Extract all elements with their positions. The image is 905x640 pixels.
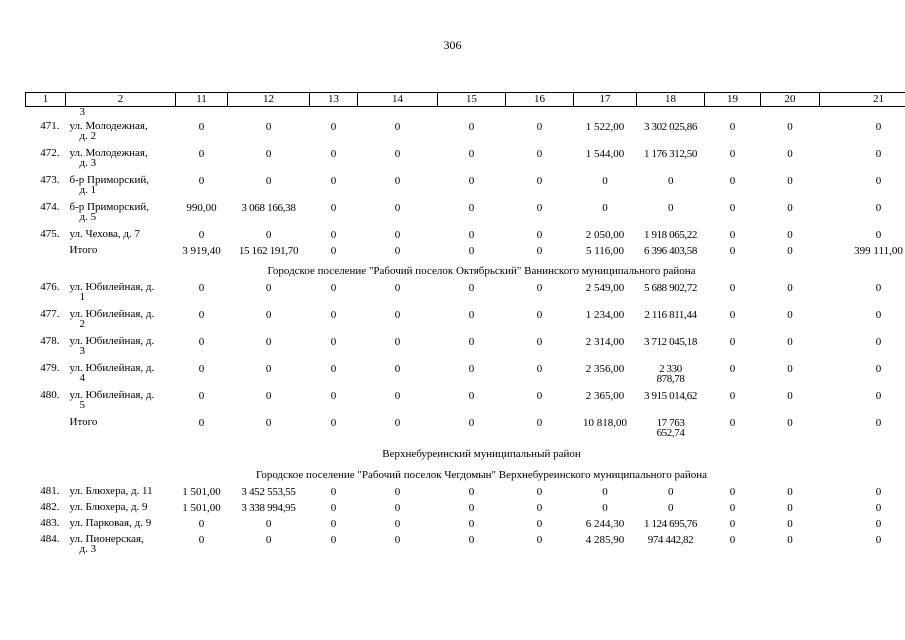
address-cell (66, 282, 176, 309)
value-cell-col-14: 0 (394, 245, 401, 257)
value-cell-col-21: 0 (875, 534, 882, 546)
value-cell-col-13: 0 (330, 390, 337, 402)
value-cell-col-16: 0 (536, 121, 543, 133)
value-cell-col-20: 0 (787, 121, 793, 133)
address-cell (66, 417, 176, 444)
value-cell-col-14: 0 (394, 390, 401, 402)
value-cell-col-13: 0 (330, 534, 337, 546)
value-cell-col-13: 0 (330, 245, 337, 257)
table-row (26, 121, 905, 148)
table-row (26, 309, 905, 336)
value-cell-col-21: 0 (875, 202, 882, 214)
value-cell-col-15: 0 (468, 336, 475, 348)
value-cell-col-13: 0 (330, 336, 337, 348)
value-cell-col-14: 0 (394, 175, 401, 187)
value-cell-col-21: 0 (875, 502, 882, 514)
value-cell-col-21: 0 (875, 336, 882, 348)
address-line: д. 2 (79, 130, 97, 142)
value-cell-col-21: 0 (875, 121, 882, 133)
value-cell-col-20: 0 (787, 245, 793, 257)
column-header-12: 12 (228, 93, 310, 107)
value-cell-col-20: 0 (787, 534, 793, 546)
value-cell-col-17: 0 (602, 502, 608, 514)
table-row (26, 417, 905, 444)
value-cell-col-13: 0 (330, 309, 337, 321)
address-cell (66, 363, 176, 390)
value-cell-col-19: 0 (729, 518, 736, 530)
value-cell-col-12: 0 (265, 121, 272, 133)
value-cell-col-16: 0 (536, 229, 543, 241)
value-cell-col-16: 0 (536, 245, 543, 257)
value-cell-col-11: 3 919,40 (182, 245, 221, 257)
value-cell-col-18: 0 (667, 202, 674, 214)
value-cell-col-12: 0 (265, 309, 272, 321)
value-cell-col-11: 1 501,00 (182, 502, 221, 514)
table-row (26, 148, 905, 175)
address-line: Итого (69, 417, 98, 428)
value-cell-col-11: 0 (198, 390, 205, 402)
row-number: 474. (40, 202, 60, 213)
value-cell-col-18: 0 (667, 486, 674, 498)
value-cell-col-18: 6 396 403,58 (644, 245, 697, 257)
value-cell-col-14: 0 (394, 202, 401, 214)
value-cell-col-13: 0 (330, 502, 337, 514)
column-header-2: 2 (66, 93, 176, 107)
value-cell-col-12: 3 338 994,95 (241, 502, 296, 514)
value-cell-col-14: 0 (394, 417, 401, 429)
value-cell-col-12: 0 (265, 518, 272, 530)
value-cell-col-13: 0 (330, 229, 337, 241)
address-cell (66, 502, 176, 518)
section-heading-row (26, 444, 905, 465)
row-number: 473. (40, 175, 60, 186)
value-cell-col-14: 0 (394, 502, 401, 514)
column-header-13: 13 (310, 93, 358, 107)
column-header-14: 14 (358, 93, 438, 107)
value-cell-col-21: 0 (875, 390, 882, 402)
value-cell-col-13: 0 (330, 148, 337, 160)
value-cell-col-20: 0 (787, 148, 793, 160)
row-number: 471. (40, 121, 60, 132)
value-cell-col-14: 0 (394, 148, 401, 160)
column-header-21: 21 (820, 93, 905, 107)
address-line: ул. Парковая, д. 9 (69, 518, 152, 529)
table-row (26, 486, 905, 502)
table-row (26, 245, 905, 261)
value-cell-col-21: 0 (875, 229, 882, 241)
address-line: 4 (79, 372, 85, 384)
column-header-1: 1 (26, 93, 66, 107)
section-heading: Городское поселение "Рабочий поселок Октябрьский" Ванинского муниципального района (267, 265, 696, 277)
value-cell-col-11: 0 (198, 363, 205, 375)
value-cell-col-19: 0 (729, 175, 736, 187)
value-cell-col-16: 0 (536, 282, 543, 294)
table-row (26, 390, 905, 417)
value-cell-col-15: 0 (468, 502, 475, 514)
value-cell-col-18: 1 176 312,50 (644, 148, 697, 160)
address-cell (66, 229, 176, 245)
value-cell-col-15: 0 (468, 175, 475, 187)
value-cell-col-13: 0 (330, 202, 337, 214)
value-cell-col-11: 0 (198, 309, 205, 321)
value-cell-col-13: 0 (330, 175, 337, 187)
value-cell-col-18: 1 124 695,76 (644, 518, 697, 530)
value-cell-col-15: 0 (468, 245, 475, 257)
value-cell-col-15: 0 (468, 121, 475, 133)
address-line: ул. Юбилейная, д. (69, 336, 155, 347)
table-row (26, 282, 905, 309)
value-cell-col-11: 0 (198, 518, 205, 530)
row-number: 480. (40, 390, 60, 401)
value-cell-col-20: 0 (787, 502, 793, 514)
value-cell-col-19: 0 (729, 417, 736, 429)
address-line: б-р Приморский, (69, 202, 150, 213)
value-cell-col-19: 0 (729, 390, 736, 402)
section-heading-row (26, 261, 905, 282)
value-cell-col-19: 0 (729, 309, 736, 321)
value-cell-col-17: 2 549,00 (585, 282, 625, 294)
value-cell-col-18: 3 712 045,18 (644, 336, 697, 348)
address-line: Итого (69, 245, 98, 256)
value-cell-col-11: 0 (198, 417, 205, 429)
value-cell-col-11: 0 (198, 148, 205, 160)
row-number: 482. (40, 502, 60, 513)
value-cell-col-20: 0 (787, 229, 793, 241)
value-cell-col-11: 0 (198, 229, 205, 241)
address-line: 5 (79, 399, 85, 411)
address-cell (66, 486, 176, 502)
value-cell-col-14: 0 (394, 309, 401, 321)
value-cell-col-20: 0 (787, 518, 793, 530)
address-line: 2 (79, 318, 85, 330)
value-cell-col-16: 0 (536, 336, 543, 348)
value-cell-col-19: 0 (729, 148, 736, 160)
address-cell (66, 336, 176, 363)
value-cell-col-12: 15 162 191,70 (238, 245, 299, 257)
address-line: ул. Юбилейная, д. (69, 363, 155, 374)
column-header-19: 19 (705, 93, 761, 107)
table-row (26, 518, 905, 534)
row-number: 481. (40, 486, 60, 497)
address-cell (66, 534, 176, 561)
value-cell-col-15: 0 (468, 518, 475, 530)
value-cell-col-14: 0 (394, 534, 401, 546)
value-cell-col-21: 0 (875, 363, 882, 375)
table-row (26, 336, 905, 363)
value-cell-col-11: 1 501,00 (182, 486, 221, 498)
value-cell-col-18: 1 918 065,22 (644, 229, 697, 241)
address-line: 3 (79, 345, 85, 357)
address-line: ул. Блюхера, д. 11 (69, 486, 153, 497)
value-cell-col-11: 0 (198, 121, 205, 133)
value-cell-col-15: 0 (468, 534, 475, 546)
value-cell-col-14: 0 (394, 229, 401, 241)
value-cell-col-11: 0 (198, 336, 205, 348)
value-cell-col-15: 0 (468, 309, 475, 321)
value-cell-col-18: 5 688 902,72 (644, 282, 697, 294)
value-cell-col-17: 6 244,30 (585, 518, 625, 530)
value-cell-col-19: 0 (729, 245, 736, 257)
value-cell-col-17: 0 (602, 486, 608, 498)
value-cell-col-20: 0 (787, 363, 793, 375)
value-cell-col-19: 0 (729, 121, 736, 133)
value-cell-col-12: 0 (265, 175, 272, 187)
column-header-row (26, 93, 905, 107)
value-cell-col-17: 0 (602, 175, 608, 187)
value-cell-col-17: 1 544,00 (585, 148, 625, 160)
column-header-16: 16 (506, 93, 574, 107)
continuation-text: 3 (79, 106, 85, 118)
value-cell-col-15: 0 (468, 390, 475, 402)
value-cell-col-16: 0 (536, 502, 543, 514)
value-cell-col-15: 0 (468, 202, 475, 214)
value-cell-col-12: 3 068 166,38 (241, 202, 296, 214)
row-number: 479. (40, 363, 60, 374)
value-cell-col-12: 0 (265, 336, 272, 348)
address-cell (66, 175, 176, 202)
row-number (26, 245, 66, 261)
value-cell-col-18: 0 (667, 175, 674, 187)
value-cell-col-16: 0 (536, 309, 543, 321)
address-line: д. 3 (79, 157, 97, 169)
value-cell-col-16: 0 (536, 534, 543, 546)
address-line: ул. Юбилейная, д. (69, 282, 155, 293)
value-cell-col-13: 0 (330, 518, 337, 530)
row-number: 475. (40, 229, 60, 240)
row-number: 477. (40, 309, 60, 320)
value-cell-col-20: 0 (787, 390, 793, 402)
address-line: ул. Юбилейная, д. (69, 309, 155, 320)
value-cell-col-17: 4 285,90 (585, 534, 625, 546)
address-line: ул. Молодежная, (69, 148, 148, 159)
row-number: 478. (40, 336, 60, 347)
value-cell-col-11: 0 (198, 282, 205, 294)
value-cell-col-21: 0 (875, 518, 882, 530)
value-cell-col-18: 17 763 652,74 (656, 417, 685, 439)
page-number: 306 (443, 38, 462, 52)
value-cell-col-20: 0 (787, 202, 793, 214)
value-cell-col-16: 0 (536, 417, 543, 429)
value-cell-col-16: 0 (536, 175, 543, 187)
value-cell-col-11: 990,00 (186, 202, 217, 214)
section-heading: Верхнебуреинский муниципальный район (382, 448, 581, 460)
value-cell-col-20: 0 (787, 309, 793, 321)
value-cell-col-21: 0 (875, 148, 882, 160)
value-cell-col-17: 2 314,00 (585, 336, 625, 348)
value-cell-col-14: 0 (394, 282, 401, 294)
address-cell (66, 245, 176, 261)
address-cell (66, 309, 176, 336)
value-cell-col-17: 5 116,00 (585, 245, 625, 257)
address-line: д. 1 (79, 184, 97, 196)
address-line: ул. Чехова, д. 7 (69, 229, 141, 240)
value-cell-col-18: 2 330 878,78 (656, 363, 685, 385)
value-cell-col-16: 0 (536, 202, 543, 214)
value-cell-col-14: 0 (394, 518, 401, 530)
value-cell-col-18: 974 442,82 (647, 534, 694, 546)
address-line: ул. Молодежная, (69, 121, 148, 132)
value-cell-col-18: 3 915 014,62 (644, 390, 697, 402)
value-cell-col-14: 0 (394, 363, 401, 375)
table-row (26, 175, 905, 202)
address-line: 1 (79, 291, 85, 303)
value-cell-col-20: 0 (787, 175, 793, 187)
value-cell-col-13: 0 (330, 417, 337, 429)
value-cell-col-19: 0 (729, 502, 736, 514)
row-number: 484. (40, 534, 60, 545)
value-cell-col-19: 0 (729, 534, 736, 546)
row-number: 476. (40, 282, 60, 293)
value-cell-col-12: 0 (265, 417, 272, 429)
value-cell-col-17: 1 234,00 (585, 309, 625, 321)
address-cell (66, 202, 176, 229)
value-cell-col-13: 0 (330, 121, 337, 133)
address-line: ул. Пионерская, (69, 534, 144, 545)
value-cell-col-21: 0 (875, 282, 882, 294)
value-cell-col-16: 0 (536, 148, 543, 160)
value-cell-col-12: 0 (265, 148, 272, 160)
value-cell-col-12: 0 (265, 229, 272, 241)
value-cell-col-15: 0 (468, 148, 475, 160)
table-row (26, 363, 905, 390)
value-cell-col-11: 0 (198, 175, 205, 187)
row-number: 483. (40, 518, 60, 529)
value-cell-col-12: 3 452 553,55 (241, 486, 296, 498)
value-cell-col-18: 2 116 811,44 (644, 309, 697, 321)
value-cell-col-21: 0 (875, 309, 882, 321)
value-cell-col-20: 0 (787, 417, 793, 429)
address-line: д. 5 (79, 211, 97, 223)
value-cell-col-11: 0 (198, 534, 205, 546)
value-cell-col-19: 0 (729, 202, 736, 214)
value-cell-col-18: 0 (667, 502, 674, 514)
table-row (26, 502, 905, 518)
value-cell-col-20: 0 (787, 486, 793, 498)
value-cell-col-19: 0 (729, 363, 736, 375)
value-cell-col-14: 0 (394, 336, 401, 348)
table-row (26, 202, 905, 229)
value-cell-col-17: 2 050,00 (585, 229, 625, 241)
value-cell-col-16: 0 (536, 363, 543, 375)
value-cell-col-17: 1 522,00 (585, 121, 625, 133)
value-cell-col-14: 0 (394, 486, 401, 498)
value-cell-col-19: 0 (729, 336, 736, 348)
value-cell-col-20: 0 (787, 282, 793, 294)
continuation-row (26, 107, 905, 122)
value-cell-col-15: 0 (468, 363, 475, 375)
column-header-20: 20 (761, 93, 820, 107)
value-cell-col-16: 0 (536, 390, 543, 402)
value-cell-col-13: 0 (330, 486, 337, 498)
section-heading-row (26, 465, 905, 486)
row-number: 472. (40, 148, 60, 159)
address-line: ул. Юбилейная, д. (69, 390, 155, 401)
value-cell-col-17: 10 818,00 (583, 417, 627, 429)
value-cell-col-12: 0 (265, 534, 272, 546)
value-cell-col-13: 0 (330, 282, 337, 294)
address-cell (66, 518, 176, 534)
table-row (26, 229, 905, 245)
data-table (25, 92, 905, 561)
value-cell-col-14: 0 (394, 121, 401, 133)
address-cell (66, 390, 176, 417)
value-cell-col-12: 0 (265, 282, 272, 294)
value-cell-col-16: 0 (536, 518, 543, 530)
address-cell (66, 148, 176, 175)
value-cell-col-21: 0 (875, 417, 882, 429)
value-cell-col-17: 0 (602, 202, 608, 214)
value-cell-col-13: 0 (330, 363, 337, 375)
address-cell (66, 121, 176, 148)
value-cell-col-19: 0 (729, 229, 736, 241)
value-cell-col-19: 0 (729, 282, 736, 294)
section-heading: Городское поселение "Рабочий поселок Чегдомын" Верхнебуреинского муниципального района (255, 469, 708, 481)
table-row (26, 534, 905, 561)
address-line: д. 3 (79, 543, 97, 555)
value-cell-col-17: 2 365,00 (585, 390, 625, 402)
value-cell-col-18: 3 302 025,86 (644, 121, 697, 133)
value-cell-col-17: 2 356,00 (585, 363, 625, 375)
value-cell-col-12: 0 (265, 363, 272, 375)
address-line: б-р Приморский, (69, 175, 150, 186)
value-cell-col-20: 0 (787, 336, 793, 348)
address-line: ул. Блюхера, д. 9 (69, 502, 148, 513)
row-number (26, 417, 66, 444)
column-header-15: 15 (438, 93, 506, 107)
value-cell-col-21: 0 (875, 175, 882, 187)
value-cell-col-15: 0 (468, 282, 475, 294)
value-cell-col-21: 399 111,00 (854, 245, 903, 257)
value-cell-col-21: 0 (875, 486, 882, 498)
value-cell-col-15: 0 (468, 486, 475, 498)
value-cell-col-12: 0 (265, 390, 272, 402)
value-cell-col-16: 0 (536, 486, 543, 498)
column-header-18: 18 (637, 93, 705, 107)
value-cell-col-19: 0 (729, 486, 736, 498)
column-header-17: 17 (574, 93, 637, 107)
value-cell-col-15: 0 (468, 417, 475, 429)
column-header-11: 11 (176, 93, 228, 107)
value-cell-col-15: 0 (468, 229, 475, 241)
